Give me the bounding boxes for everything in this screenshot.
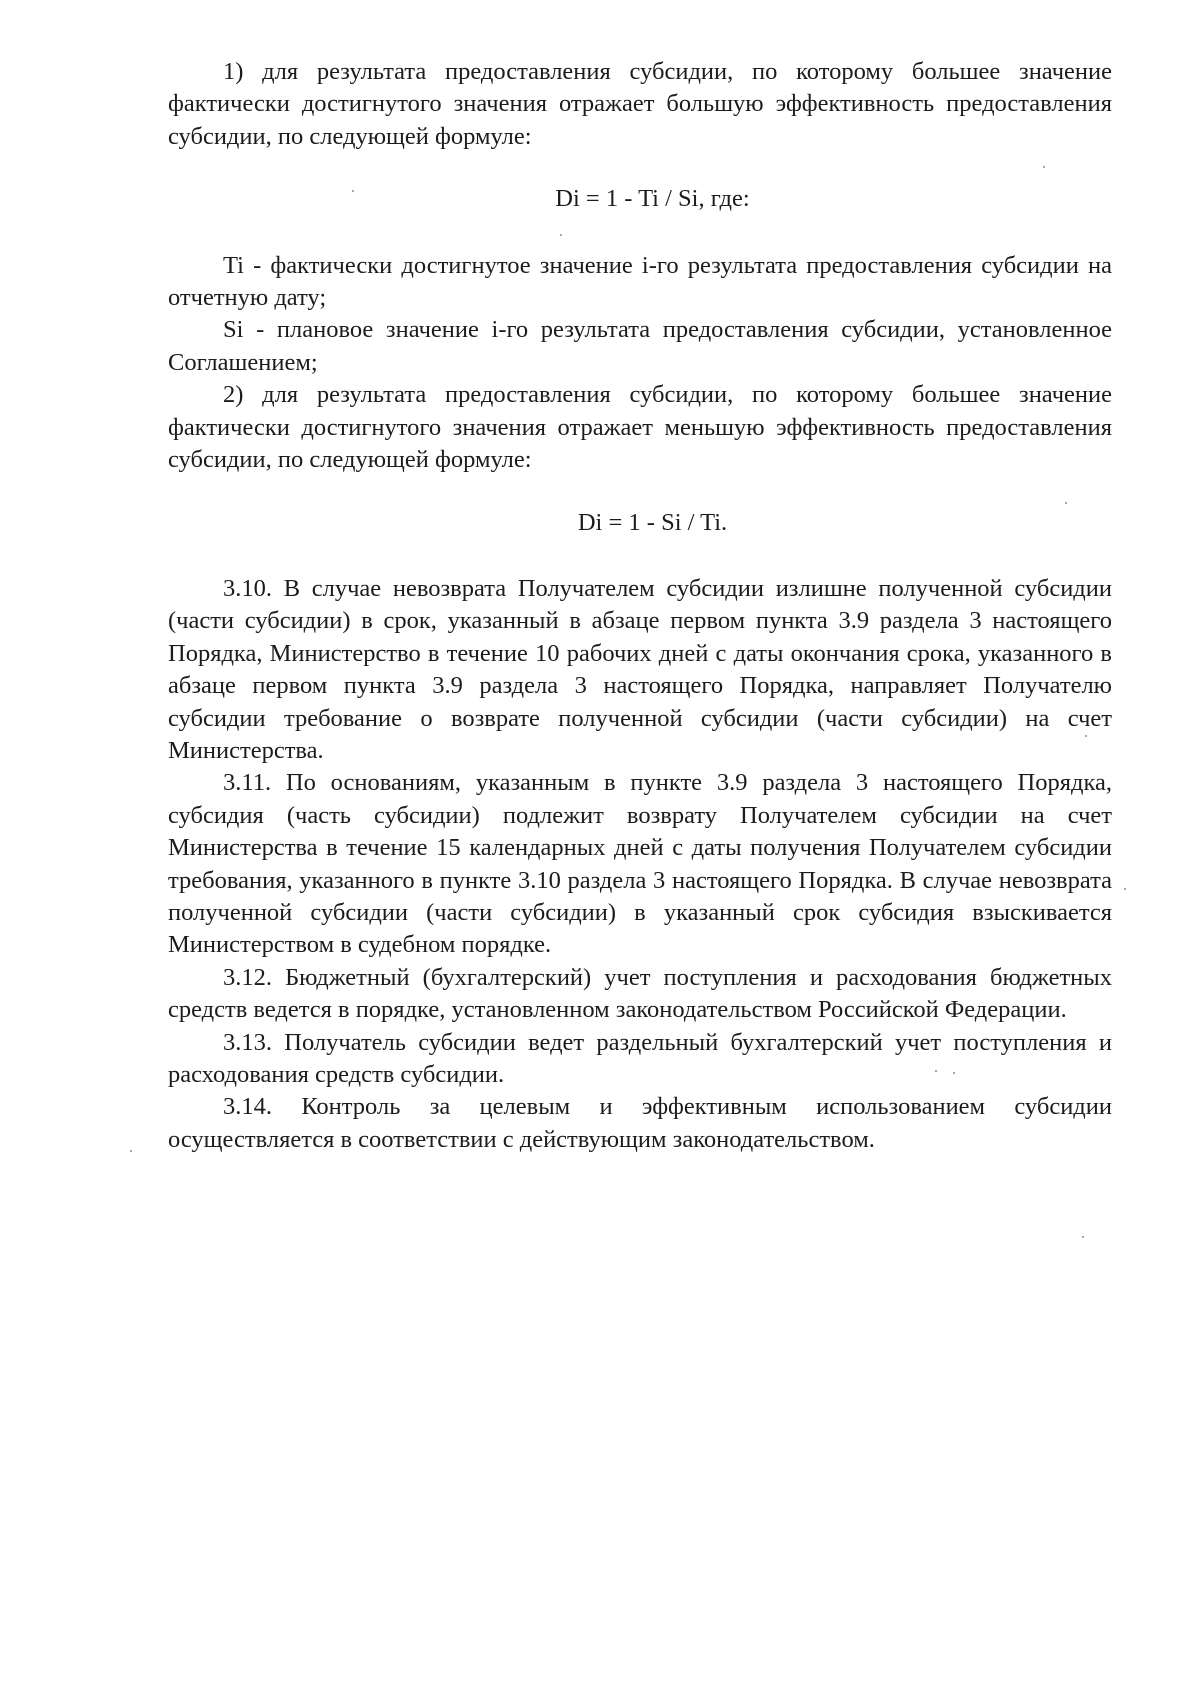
scan-speck <box>560 234 562 236</box>
scan-speck <box>130 1150 132 1152</box>
paragraph-3-13: 3.13. Получатель субсидии ведет раздельный бухгалтерский учет поступления и расходования средств субсидии. <box>168 1028 1112 1088</box>
paragraph-3-10: 3.10. В случае невозврата Получателем субсидии излишне полученной субсидии (части субсидии) в срок, указанный в абзаце первом пункта 3.9 раздела 3 настоящего Порядка, Министерство в течение 10 рабочих дней с даты окончания срока, указанного в абзаце первом пункта 3.9 раздела 3 настоящего Порядка, направляет Получателю субсидии требование о возврате полученной субсидии (части субсидии) на счет Министерства. <box>168 574 1112 764</box>
document-body <box>168 56 1112 1156</box>
scan-speck <box>1065 502 1067 504</box>
formula-2: Di = 1 - Si / Ti. <box>577 509 728 537</box>
paragraph-rule-2: 2) для результата предоставления субсидии, по которому большее значение фактически достигнутого значения отражает меньшую эффективность предоставления субсидии, по следующей формуле: <box>168 381 1112 474</box>
scan-speck <box>1043 166 1045 168</box>
paragraph-3-11: 3.11. По основаниям, указанным в пункте 3.9 раздела 3 настоящего Порядка, субсидия (часть субсидии) подлежит возврату Получателем субсидии на счет Министерства в течение 15 календарных дней с даты получения Получателем субсидии требования, указанного в пункте 3.10 раздела 3 настоящего Порядка. В случае невозврата полученной субсидии (части субсидии) в указанный срок субсидия взыскивается Министерством в судебном порядке. <box>168 769 1112 959</box>
scan-speck <box>1124 888 1126 890</box>
scan-speck <box>352 190 354 192</box>
paragraph-3-14: 3.14. Контроль за целевым и эффективным использованием субсидии осуществляется в соответствии с действующим законодательством. <box>168 1093 1112 1153</box>
definition-s: Si - плановое значение i-го результата предоставления субсидии, установленное Соглашением; <box>168 316 1112 376</box>
scan-speck <box>1085 735 1087 737</box>
scan-speck <box>935 1070 937 1072</box>
formula-1: Di = 1 - Ti / Si, где: <box>555 185 750 213</box>
paragraph-rule-1: 1) для результата предоставления субсидии, по которому большее значение фактически достигнутого значения отражает большую эффективность предоставления субсидии, по следующей формуле: <box>168 58 1112 150</box>
scan-speck <box>1082 1236 1084 1238</box>
scan-speck <box>953 1072 955 1074</box>
paragraph-3-12: 3.12. Бюджетный (бухгалтерский) учет поступления и расходования бюджетных средств ведется в порядке, установленном законодательством Российской Федерации. <box>168 963 1112 1024</box>
definition-t: Ti - фактически достигнутое значение i-го результата предоставления субсидии на отчетную дату; <box>168 251 1112 312</box>
